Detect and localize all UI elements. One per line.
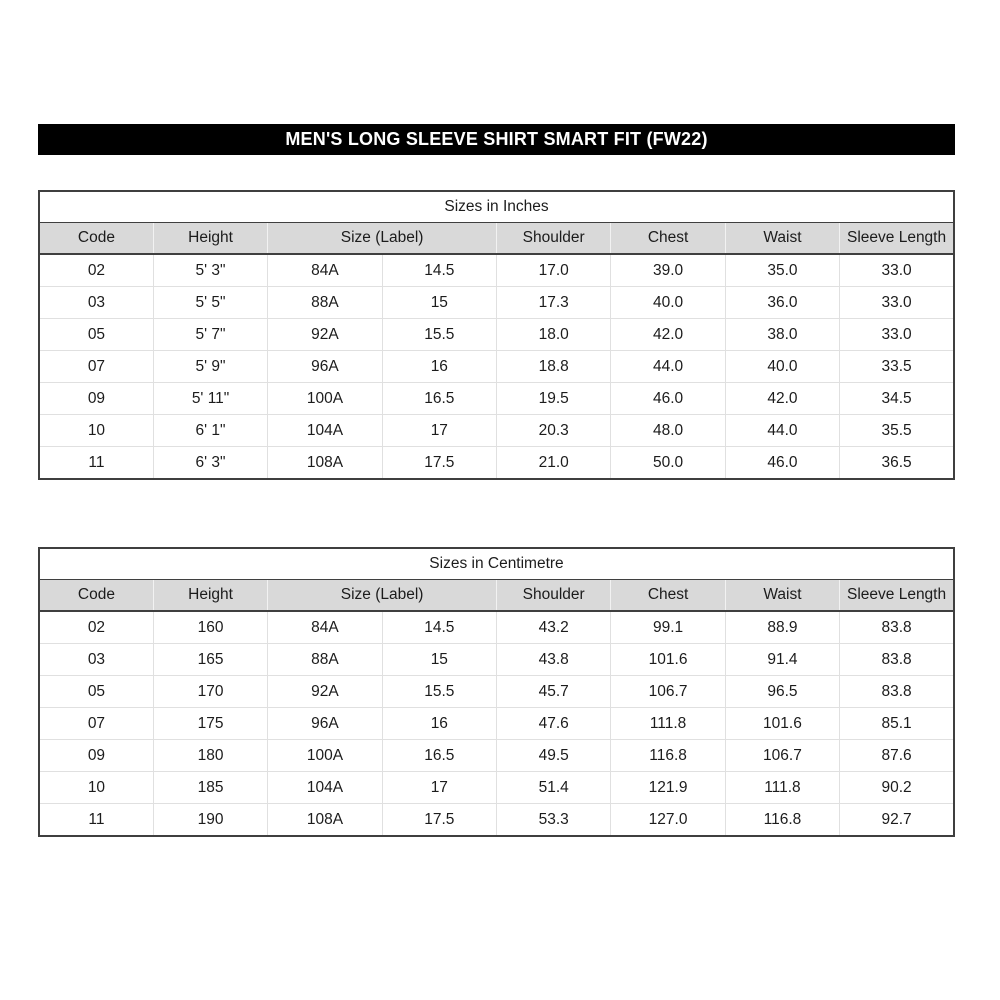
table-row bbox=[39, 804, 954, 837]
table-row bbox=[39, 351, 954, 383]
table-cell: 36.5 bbox=[840, 447, 954, 480]
table-cell: 165 bbox=[153, 644, 267, 676]
table-cell: 44.0 bbox=[611, 351, 725, 383]
table-cell: 160 bbox=[153, 611, 267, 644]
table-cell: 18.0 bbox=[497, 319, 611, 351]
table-cell: 15.5 bbox=[382, 319, 496, 351]
col-header-chest: Chest bbox=[611, 223, 725, 255]
sizes-in-centimetre-table bbox=[38, 547, 955, 837]
table-cell: 185 bbox=[153, 772, 267, 804]
table-cell: 180 bbox=[153, 740, 267, 772]
table-row bbox=[39, 254, 954, 287]
table-cell: 100A bbox=[268, 383, 382, 415]
table-cell: 17 bbox=[382, 772, 496, 804]
table-cell: 101.6 bbox=[725, 708, 839, 740]
table-cell: 88A bbox=[268, 287, 382, 319]
table-cell: 5' 9" bbox=[153, 351, 267, 383]
table-cell: 83.8 bbox=[840, 611, 954, 644]
table-cell: 50.0 bbox=[611, 447, 725, 480]
table-cell: 33.0 bbox=[840, 287, 954, 319]
table-cell: 5' 3" bbox=[153, 254, 267, 287]
table-cell: 09 bbox=[39, 740, 153, 772]
table-cell: 11 bbox=[88, 810, 105, 828]
table-cell: 111.8 bbox=[611, 708, 725, 740]
col-header-waist: Waist bbox=[725, 223, 839, 255]
table-cell: 34.5 bbox=[840, 383, 954, 415]
col-header-sleeve-length: Sleeve Length bbox=[840, 223, 954, 255]
table-cell: 92A bbox=[268, 319, 382, 351]
table-cell: 15.5 bbox=[382, 676, 496, 708]
table-cell: 121.9 bbox=[611, 772, 725, 804]
table-cell: 40.0 bbox=[611, 287, 725, 319]
table-title: Sizes in Centimetre bbox=[39, 548, 954, 580]
col-header-chest: Chest bbox=[611, 580, 725, 612]
title-banner bbox=[38, 124, 955, 155]
table-cell: 111.8 bbox=[725, 772, 839, 804]
table-cell: 16 bbox=[382, 351, 496, 383]
table-cell: 40.0 bbox=[725, 351, 839, 383]
table-cell: 07 bbox=[39, 351, 153, 383]
table-cell: 21.0 bbox=[497, 447, 611, 480]
table-cell: 39.0 bbox=[611, 254, 725, 287]
table-cell: 190 bbox=[153, 804, 267, 837]
table-cell: 96A bbox=[268, 708, 382, 740]
col-header-size-label: Size (Label) bbox=[268, 580, 497, 612]
table-row bbox=[39, 611, 954, 644]
table-cell: 33.5 bbox=[840, 351, 954, 383]
table-cell: 14.5 bbox=[382, 254, 496, 287]
table-cell: 17.3 bbox=[497, 287, 611, 319]
col-header-code: Code bbox=[39, 223, 153, 255]
table-cell: 47.6 bbox=[497, 708, 611, 740]
table-row bbox=[39, 287, 954, 319]
table-cell: 03 bbox=[39, 287, 153, 319]
table-cell: 10 bbox=[39, 415, 153, 447]
table-cell: 10 bbox=[39, 772, 153, 804]
table-row bbox=[39, 772, 954, 804]
table-cell: 43.8 bbox=[497, 644, 611, 676]
table-cell: 84A bbox=[268, 254, 382, 287]
table-cell: 100A bbox=[268, 740, 382, 772]
table-cell: 104A bbox=[268, 415, 382, 447]
table-cell: 20.3 bbox=[497, 415, 611, 447]
table-title: Sizes in Inches bbox=[39, 191, 954, 223]
table-cell: 11 bbox=[88, 453, 105, 471]
table-row bbox=[39, 415, 954, 447]
table-cell: 17.5 bbox=[382, 804, 496, 837]
table-cell: 33.0 bbox=[840, 254, 954, 287]
table-cell: 38.0 bbox=[725, 319, 839, 351]
table-cell: 07 bbox=[39, 708, 153, 740]
table-cell: 87.6 bbox=[840, 740, 954, 772]
table-cell: 02 bbox=[39, 254, 153, 287]
column-header-row bbox=[39, 580, 954, 612]
table-cell: 5' 11" bbox=[153, 383, 267, 415]
page-title: MEN'S LONG SLEEVE SHIRT SMART FIT (FW22) bbox=[285, 129, 708, 149]
table-cell: 15 bbox=[382, 644, 496, 676]
col-header-code: Code bbox=[39, 580, 153, 612]
table-cell: 46.0 bbox=[611, 383, 725, 415]
col-header-height: Height bbox=[153, 580, 267, 612]
table-cell: 19.5 bbox=[497, 383, 611, 415]
table-cell: 05 bbox=[39, 319, 153, 351]
table-cell: 91.4 bbox=[725, 644, 839, 676]
table-row bbox=[39, 708, 954, 740]
table-row bbox=[39, 319, 954, 351]
column-header-row bbox=[39, 223, 954, 255]
table-cell: 99.1 bbox=[611, 611, 725, 644]
table-cell: 170 bbox=[153, 676, 267, 708]
table-cell: 83.8 bbox=[840, 644, 954, 676]
table-cell: 96.5 bbox=[725, 676, 839, 708]
table-row bbox=[39, 676, 954, 708]
table-cell: 36.0 bbox=[725, 287, 839, 319]
table-cell: 09 bbox=[39, 383, 153, 415]
table-row bbox=[39, 740, 954, 772]
table-cell: 6' 3" bbox=[153, 447, 267, 480]
table-cell: 101.6 bbox=[611, 644, 725, 676]
table-cell: 16.5 bbox=[382, 383, 496, 415]
table-cell: 43.2 bbox=[497, 611, 611, 644]
table-cell: 88.9 bbox=[725, 611, 839, 644]
table-cell: 17.5 bbox=[382, 447, 496, 480]
table-cell: 90.2 bbox=[840, 772, 954, 804]
table-cell: 46.0 bbox=[725, 447, 839, 480]
table-cell: 108A bbox=[268, 804, 382, 837]
table-cell: 85.1 bbox=[840, 708, 954, 740]
table-cell: 17.0 bbox=[497, 254, 611, 287]
table-cell: 48.0 bbox=[611, 415, 725, 447]
table-cell: 104A bbox=[268, 772, 382, 804]
table-cell: 16.5 bbox=[382, 740, 496, 772]
table-cell: 49.5 bbox=[497, 740, 611, 772]
table-cell: 53.3 bbox=[497, 804, 611, 837]
col-header-waist: Waist bbox=[725, 580, 839, 612]
sizes-in-inches-table bbox=[38, 190, 955, 480]
table-cell: 84A bbox=[268, 611, 382, 644]
table-row bbox=[39, 644, 954, 676]
table-cell: 92.7 bbox=[840, 804, 954, 837]
table-row bbox=[39, 383, 954, 415]
table-cell: 42.0 bbox=[725, 383, 839, 415]
table-cell: 33.0 bbox=[840, 319, 954, 351]
table-cell: 02 bbox=[39, 611, 153, 644]
table-title-row bbox=[39, 191, 954, 223]
table-cell: 35.5 bbox=[840, 415, 954, 447]
col-header-height: Height bbox=[153, 223, 267, 255]
table-cell: 35.0 bbox=[725, 254, 839, 287]
table-cell: 16 bbox=[382, 708, 496, 740]
table-cell: 18.8 bbox=[497, 351, 611, 383]
table-cell: 5' 5" bbox=[153, 287, 267, 319]
table-cell: 03 bbox=[39, 644, 153, 676]
table-cell: 05 bbox=[39, 676, 153, 708]
table-cell: 116.8 bbox=[611, 740, 725, 772]
table-cell: 96A bbox=[268, 351, 382, 383]
col-header-shoulder: Shoulder bbox=[497, 223, 611, 255]
table-cell: 44.0 bbox=[725, 415, 839, 447]
table-cell: 106.7 bbox=[611, 676, 725, 708]
table-cell: 88A bbox=[268, 644, 382, 676]
col-header-shoulder: Shoulder bbox=[497, 580, 611, 612]
table-title-row bbox=[39, 548, 954, 580]
table-cell: 106.7 bbox=[725, 740, 839, 772]
table-cell: 6' 1" bbox=[153, 415, 267, 447]
table-cell: 14.5 bbox=[382, 611, 496, 644]
table-row bbox=[39, 447, 954, 480]
table-cell: 83.8 bbox=[840, 676, 954, 708]
table-cell: 127.0 bbox=[611, 804, 725, 837]
table-cell: 42.0 bbox=[611, 319, 725, 351]
table-cell: 51.4 bbox=[497, 772, 611, 804]
table-cell: 17 bbox=[382, 415, 496, 447]
col-header-size-label: Size (Label) bbox=[268, 223, 497, 255]
table-cell: 108A bbox=[268, 447, 382, 480]
table-cell: 92A bbox=[268, 676, 382, 708]
table-cell: 175 bbox=[153, 708, 267, 740]
table-cell: 116.8 bbox=[725, 804, 839, 837]
table-cell: 45.7 bbox=[497, 676, 611, 708]
col-header-sleeve-length: Sleeve Length bbox=[840, 580, 954, 612]
table-cell: 5' 7" bbox=[153, 319, 267, 351]
table-cell: 15 bbox=[382, 287, 496, 319]
